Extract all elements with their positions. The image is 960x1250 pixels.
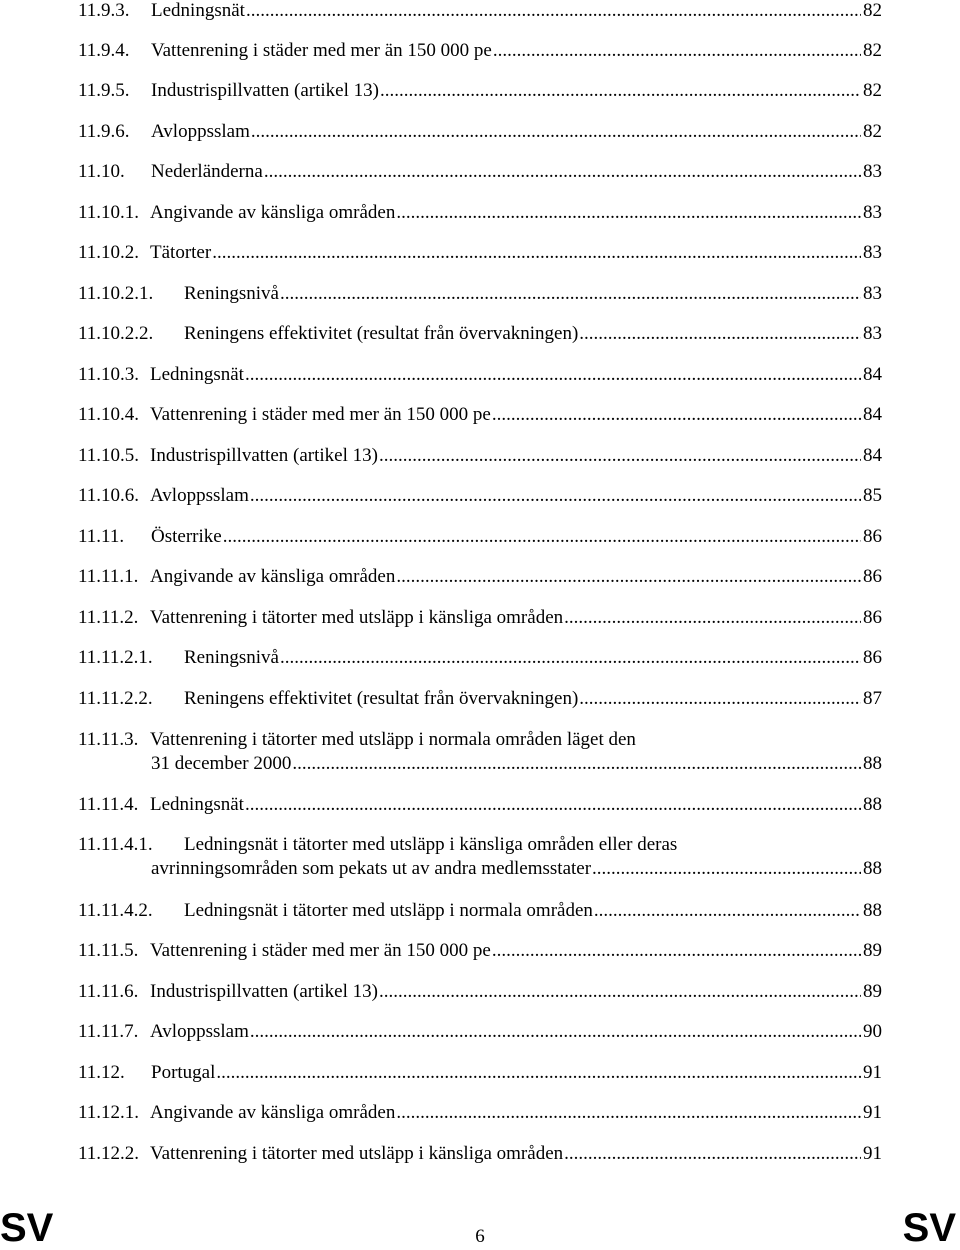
leader-dots	[280, 283, 861, 305]
toc-title: Vattenrening i tätorter med utsläpp i känsliga områden	[150, 607, 564, 628]
leader-dots	[251, 121, 861, 143]
toc-page: 91	[863, 1062, 882, 1083]
toc-title: Reningsnivå	[184, 647, 279, 668]
toc-title: Nederländerna	[151, 161, 263, 182]
leader-dots	[216, 1062, 861, 1084]
toc-number: 11.10.	[78, 161, 125, 182]
toc-number: 11.12.2.	[78, 1143, 140, 1164]
leader-dots	[564, 1143, 861, 1165]
toc-page: 91	[863, 1143, 882, 1164]
toc-page: 88	[863, 794, 882, 815]
toc-page: 82	[863, 80, 882, 101]
leader-dots	[579, 323, 861, 345]
toc-number: 11.12.1.	[78, 1102, 140, 1123]
toc-number: 11.11.3.	[78, 729, 139, 750]
toc-page: 90	[863, 1021, 882, 1042]
leader-dots	[594, 900, 861, 922]
toc-number: 11.10.5.	[78, 445, 140, 466]
toc-entry[interactable]	[78, 607, 882, 631]
leader-dots	[492, 940, 861, 962]
toc-title: Avloppsslam	[150, 1021, 249, 1042]
toc-page: 83	[863, 202, 882, 223]
toc-title-continued: 31 december 2000	[151, 753, 292, 774]
toc-number: 11.10.6.	[78, 485, 140, 506]
toc-title: Reningsnivå	[184, 283, 279, 304]
toc-title: Österrike	[151, 526, 222, 547]
toc-number: 11.11.4.1.	[78, 834, 153, 855]
language-label-right: SV	[902, 1206, 956, 1250]
leader-dots	[592, 858, 861, 880]
toc-title: Industrispillvatten (artikel 13)	[151, 80, 379, 101]
toc-page: 84	[863, 445, 882, 466]
leader-dots	[379, 981, 861, 1003]
toc-title: Ledningsnät	[151, 0, 245, 21]
leader-dots	[292, 753, 861, 775]
toc-title: Avloppsslam	[151, 121, 250, 142]
toc-page: 82	[863, 40, 882, 61]
toc-entry[interactable]	[78, 834, 882, 882]
toc-title: Vattenrening i städer med mer än 150 000 pe	[150, 404, 491, 425]
leader-dots	[564, 607, 861, 629]
toc-entry[interactable]	[78, 1021, 882, 1045]
toc-entry[interactable]	[78, 526, 882, 550]
toc-page: 83	[863, 161, 882, 182]
leader-dots	[250, 485, 861, 507]
toc-entry[interactable]	[78, 404, 882, 428]
toc-entry[interactable]	[78, 729, 882, 777]
toc-page: 86	[863, 526, 882, 547]
toc-page: 91	[863, 1102, 882, 1123]
leader-dots	[396, 202, 861, 224]
toc-number: 11.10.2.2.	[78, 323, 154, 344]
toc-number: 11.11.4.2.	[78, 900, 153, 921]
toc-number: 11.11.2.2.	[78, 688, 153, 709]
page-number: 6	[475, 1226, 485, 1247]
toc-entry[interactable]	[78, 1062, 882, 1086]
toc-title: Avloppsslam	[150, 485, 249, 506]
toc-title: Ledningsnät	[150, 794, 244, 815]
toc-number: 11.10.2.1.	[78, 283, 154, 304]
toc-title: Ledningsnät i tätorter med utsläpp i normala områden	[184, 900, 593, 921]
toc-entry[interactable]	[78, 981, 882, 1005]
toc-page: 88	[863, 753, 882, 774]
toc-title: Vattenrening i städer med mer än 150 000 pe	[151, 40, 492, 61]
toc-title: Ledningsnät	[150, 364, 244, 385]
toc-page: 85	[863, 485, 882, 506]
toc-entry[interactable]	[78, 121, 882, 145]
toc-page: 82	[863, 0, 882, 21]
leader-dots	[492, 404, 861, 426]
leader-dots	[245, 794, 861, 816]
toc-entry[interactable]	[78, 283, 882, 307]
toc-entry[interactable]	[78, 900, 882, 924]
leader-dots	[250, 1021, 861, 1043]
toc-entry[interactable]	[78, 0, 882, 24]
toc-page: 82	[863, 121, 882, 142]
toc-number: 11.11.	[78, 526, 125, 547]
toc-entry[interactable]	[78, 40, 882, 64]
toc-title: Portugal	[151, 1062, 216, 1083]
toc-title: Industrispillvatten (artikel 13)	[150, 981, 378, 1002]
toc-page: 86	[863, 607, 882, 628]
toc-title: Industrispillvatten (artikel 13)	[150, 445, 378, 466]
toc-title: Angivande av känsliga områden	[150, 202, 396, 223]
toc-entry[interactable]	[78, 1102, 882, 1126]
leader-dots	[396, 1102, 861, 1124]
toc-page: 89	[863, 981, 882, 1002]
leader-dots	[246, 0, 861, 22]
toc-entry[interactable]	[78, 80, 882, 104]
toc-page: 86	[863, 647, 882, 668]
toc-title: Vattenrening i tätorter med utsläpp i normala områden läget den	[150, 729, 636, 750]
toc-title: Reningens effektivitet (resultat från övervakningen)	[184, 323, 579, 344]
toc-number: 11.11.2.1.	[78, 647, 153, 668]
toc-title-continued: avrinningsområden som pekats ut av andra medlemsstater	[151, 858, 592, 879]
toc-page: 87	[863, 688, 882, 709]
leader-dots	[212, 242, 861, 264]
toc-entry[interactable]	[78, 364, 882, 388]
leader-dots	[280, 647, 861, 669]
toc-number: 11.10.1.	[78, 202, 140, 223]
toc-number: 11.11.5.	[78, 940, 139, 961]
toc-entry[interactable]	[78, 445, 882, 469]
leader-dots	[245, 364, 861, 386]
toc-entry[interactable]	[78, 1143, 882, 1167]
toc-title: Vattenrening i tätorter med utsläpp i känsliga områden	[150, 1143, 564, 1164]
toc-entry[interactable]	[78, 242, 882, 266]
toc-entry[interactable]	[78, 794, 882, 818]
toc-number: 11.11.7.	[78, 1021, 139, 1042]
toc-number: 11.9.6.	[78, 121, 130, 142]
leader-dots	[380, 80, 861, 102]
leader-dots	[379, 445, 861, 467]
toc-title: Ledningsnät i tätorter med utsläpp i känsliga områden eller deras	[184, 834, 678, 855]
toc-number: 11.10.3.	[78, 364, 140, 385]
toc-number: 11.9.4.	[78, 40, 130, 61]
toc-entry[interactable]	[78, 940, 882, 964]
toc-number: 11.11.1.	[78, 566, 139, 587]
toc-entry[interactable]	[78, 161, 882, 185]
toc-entry[interactable]	[78, 323, 882, 347]
leader-dots	[264, 161, 861, 183]
toc-page: 83	[863, 242, 882, 263]
toc-number: 11.11.6.	[78, 981, 139, 1002]
toc-entry[interactable]	[78, 566, 882, 590]
toc-number: 11.10.2.	[78, 242, 140, 263]
toc-entry[interactable]	[78, 688, 882, 712]
toc-page: 89	[863, 940, 882, 961]
toc-number: 11.9.3.	[78, 0, 130, 21]
language-label-left: SV	[0, 1206, 54, 1250]
toc-number: 11.11.2.	[78, 607, 139, 628]
toc-number: 11.12.	[78, 1062, 125, 1083]
toc-page: 84	[863, 404, 882, 425]
toc-title: Angivande av känsliga områden	[150, 566, 396, 587]
toc-title: Vattenrening i städer med mer än 150 000 pe	[150, 940, 491, 961]
toc-page: 88	[863, 900, 882, 921]
toc-title: Angivande av känsliga områden	[150, 1102, 396, 1123]
toc-page: 86	[863, 566, 882, 587]
toc-number: 11.11.4.	[78, 794, 139, 815]
leader-dots	[493, 40, 861, 62]
toc-number: 11.9.5.	[78, 80, 130, 101]
toc-entry[interactable]	[78, 485, 882, 509]
toc-title: Reningens effektivitet (resultat från övervakningen)	[184, 688, 579, 709]
toc-number: 11.10.4.	[78, 404, 140, 425]
toc-page: 83	[863, 283, 882, 304]
toc-title: Tätorter	[150, 242, 212, 263]
toc-page: 84	[863, 364, 882, 385]
leader-dots	[396, 566, 861, 588]
toc-page: 83	[863, 323, 882, 344]
leader-dots	[579, 688, 861, 710]
toc-entry[interactable]	[78, 202, 882, 226]
toc-entry[interactable]	[78, 647, 882, 671]
leader-dots	[223, 526, 861, 548]
toc-page: 88	[863, 858, 882, 879]
